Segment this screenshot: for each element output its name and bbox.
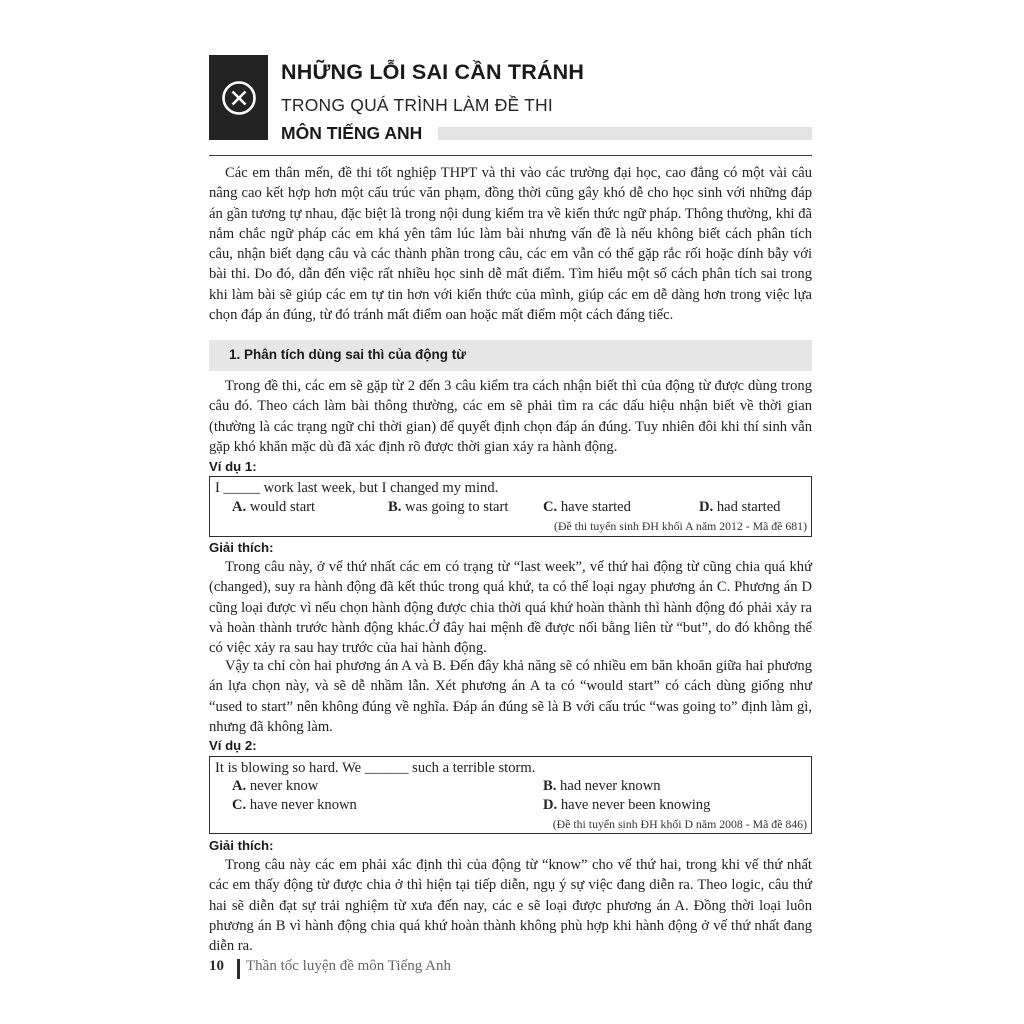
example-2-source: (Đề thi tuyển sinh ĐH khối D năm 2008 - Mã đề 846) (552, 817, 807, 831)
explanation-1-label: Giải thích: (209, 540, 274, 555)
explanation-1-paragraph-1: Trong câu này, ở vế thứ nhất các em có trạng từ “last week”, vế thứ hai động từ cũng chia quá khứ (changed), suy ra hành động đã kết thúc trong quá khứ, ta có thể loại ngay phương án C. Phương án D cũng loại được vì nếu chọn hành động được chia thời quá khứ hoàn thành thì hành động đó phải xảy ra và hoàn thành trước hành động khác.Ở đây hai mệnh đề được nối bằng liên từ “but”, do đó không thể có việc xảy ra sau hay trước của hai hành động. (209, 559, 812, 657)
section-paragraph: Trong đề thi, các em sẽ gặp từ 2 đến 3 câu kiểm tra cách nhận biết thì của động từ được dùng trong câu đó. Theo cách làm bài thông thường, các em sẽ phải tìm ra các dấu hiệu nhận biết về thời gian (thường là các trạng ngữ chỉ thời gian) để quyết định chọn đáp án đúng. Tuy nhiên đôi khi thí sinh vẫn gặp khó khăn mặc dù đã xác định rõ được thời gian xảy ra hành động. (209, 378, 812, 455)
header-divider (209, 155, 812, 156)
example-2-option-a: A. never know (232, 778, 319, 794)
example-1-box (209, 476, 812, 537)
example-1-question: I _____ work last week, but I changed my mind. (215, 480, 499, 496)
example-1-option-c: C. have started (543, 499, 631, 515)
chapter-subject: MÔN TIẾNG ANH (281, 123, 423, 143)
explanation-1-paragraph-2: Vậy ta chỉ còn hai phương án A và B. Đến đây khả năng sẽ có nhiều em băn khoăn giữa hai phương án lựa chọn này, và sẽ dễ nhầm lẫn. Xét phương án A ta có “would start” có cách dùng giống như “used to start” nên không đúng về nghĩa. Đáp án đúng sẽ là B với cấu trúc “was going to” định làm gì, nhưng đã không làm. (209, 658, 812, 735)
example-1-option-d: D. had started (699, 499, 781, 515)
example-2-label: Ví dụ 2: (209, 738, 257, 753)
header-icon-block (209, 55, 268, 140)
example-1-option-b: B. was going to start (388, 499, 509, 515)
section-heading-bar (209, 340, 812, 371)
example-2-box (209, 756, 812, 834)
example-1-source: (Đề thi tuyển sinh ĐH khối A năm 2012 - Mã đề 681) (554, 519, 807, 533)
example-1-label: Ví dụ 1: (209, 459, 257, 474)
section-title: 1. Phân tích dùng sai thì của động từ (229, 347, 467, 362)
explanation-2-paragraph: Trong câu này các em phải xác định thì của động từ “know” cho vế thứ hai, trong khi vế thứ nhất các em thấy động từ được chia ở thì hiện tại tiếp diễn, ngụ ý sự việc đang diễn ra. Theo logic, câu thứ hai sẽ diễn đạt sự trải nghiệm từ xưa đến nay, các e sẽ loại được phương án A. Đồng thời loại luôn phương án B vì hành động chia quá khứ hoàn thành không phù hợp khi hành động ở vế thứ nhất đang diễn ra. (209, 857, 812, 955)
page-number: 10 (209, 958, 224, 974)
example-2-option-c: C. have never known (232, 797, 357, 813)
example-2-option-d: D. have never been knowing (543, 797, 711, 813)
explanation-2-label: Giải thích: (209, 838, 274, 853)
x-circle-icon (221, 80, 257, 116)
example-2-question: It is blowing so hard. We ______ such a terrible storm. (215, 760, 536, 776)
footer-separator (237, 959, 240, 979)
example-2-option-b: B. had never known (543, 778, 661, 794)
chapter-subtitle: TRONG QUÁ TRÌNH LÀM ĐỀ THI (281, 95, 553, 115)
intro-paragraph: Các em thân mến, đề thi tốt nghiệp THPT và thi vào các trường đại học, cao đẳng có một vài câu nâng cao kết hợp hơn một cấu trúc văn phạm, đồng thời cũng gây khó dễ cho học sinh với những đáp án gần tương tự nhau, đặc biệt là trong nội dung kiểm tra về kiến thức ngữ pháp. Thông thường, khi đã nắm chắc ngữ pháp các em khá yên tâm lúc làm bài nhưng vấn đề là nếu không biết cách phân tích câu, nhận biết dạng câu và các thành phần trong câu, các em vẫn có thể gặp rắc rối hoặc dính bẫy với bài thi. Do đó, dẫn đến việc rất nhiều học sinh dễ mất điểm. Tìm hiểu một số cách phân tích sai trong khi làm bài sẽ giúp các em tự tin hơn với kiến thức của mình, giúp các em dễ dàng hơn trong việc lựa chọn đáp án đúng, từ đó tránh mất điểm oan hoặc mất điểm một cách đáng tiếc. (209, 165, 812, 324)
chapter-title: NHỮNG LỖI SAI CẦN TRÁNH (281, 60, 585, 84)
example-1-option-a: A. would start (232, 499, 316, 515)
footer-book-title: Thần tốc luyện đề môn Tiếng Anh (246, 958, 451, 974)
title-shade-bar (438, 127, 812, 140)
